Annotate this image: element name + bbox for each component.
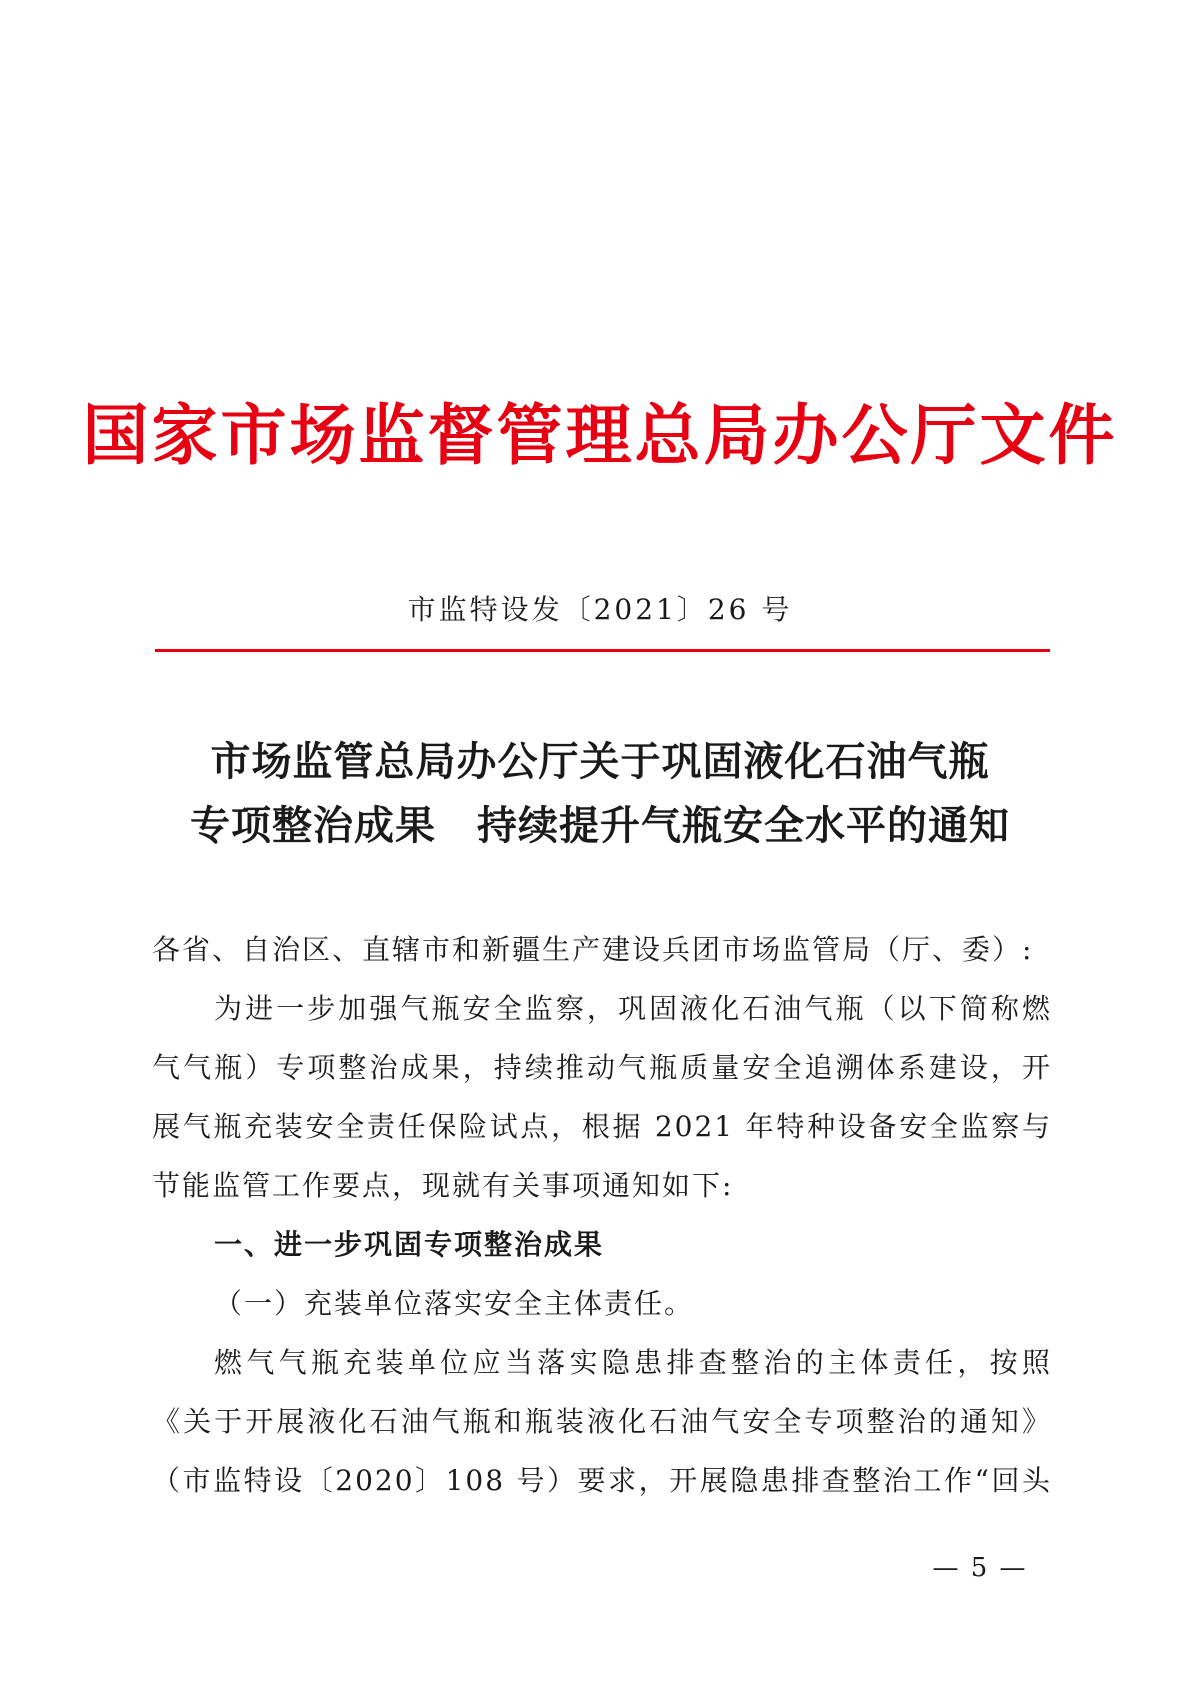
paragraph-1-line: 为进一步加强气瓶安全监察，巩固液化石油气瓶（以下简称燃 <box>214 992 1052 1025</box>
paragraph-1-line: 节能监管工作要点，现就有关事项通知如下: <box>152 1169 734 1202</box>
paragraph-2-line: 《关于开展液化石油气瓶和瓶装液化石油气安全专项整治的通知》 <box>152 1405 1052 1438</box>
document-number: 市监特设发〔2021〕26 号 <box>407 593 793 626</box>
paragraph-2-line: （市监特设〔2020〕108 号）要求，开展隐患排查整治工作“回头 <box>152 1464 1052 1497</box>
document-title <box>0 730 1200 858</box>
page-number: — 5 — <box>932 1553 1028 1583</box>
paragraph-1-line: 展气瓶充装安全责任保险试点，根据 2021 年特种设备安全监察与 <box>152 1110 1052 1143</box>
red-divider-line <box>155 649 1050 652</box>
document-body <box>152 920 1052 1510</box>
subsection-heading-1: （一）充装单位落实安全主体责任。 <box>214 1287 695 1320</box>
paragraph-1-line: 气气瓶）专项整治成果，持续推动气瓶质量安全追溯体系建设，开 <box>152 1051 1052 1084</box>
paragraph-2-line: 燃气气瓶充装单位应当落实隐患排查整治的主体责任，按照 <box>214 1346 1052 1379</box>
masthead-title: 国家市场监督管理总局办公厅文件 <box>82 396 1118 474</box>
title-line-2: 专项整治成果 持续提升气瓶安全水平的通知 <box>190 802 1010 849</box>
title-line-1: 市场监管总局办公厅关于巩固液化石油气瓶 <box>210 738 990 785</box>
salutation: 各省、自治区、直辖市和新疆生产建设兵团市场监管局（厅、委）: <box>152 933 1034 966</box>
section-heading-1: 一、进一步巩固专项整治成果 <box>214 1228 605 1261</box>
